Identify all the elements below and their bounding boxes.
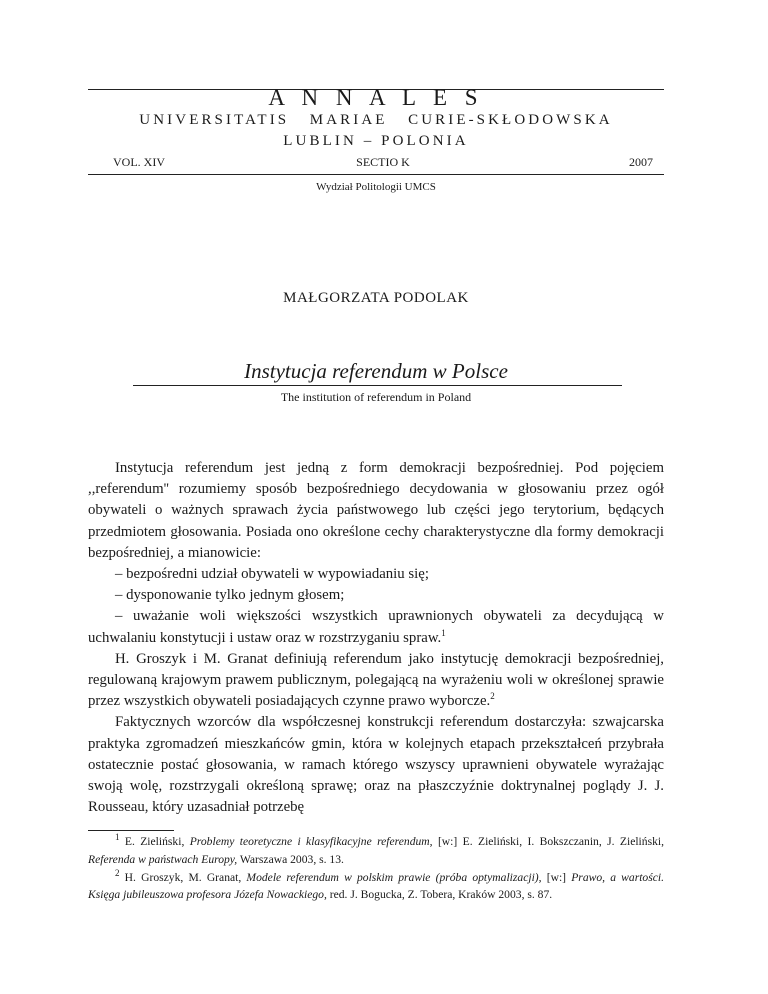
footnote-1-author: E. Zieliński,: [119, 835, 190, 848]
footnote-1-title: Problemy teoretyczne i klasyfikacyjne referendum,: [189, 835, 433, 848]
article-body: [88, 458, 664, 818]
footnote-2-book: Prawo, a wartości. Księga jubileuszowa profesora Józefa Nowackiego,: [88, 870, 664, 902]
year-label: 2007: [629, 155, 653, 169]
paragraph-2-text: H. Groszyk i M. Granat definiują referendum jako instytucję demokracji bezpośredniej, regulowaną krajowym prawem publicznym, polegającą na wyrażeniu woli w określonej sprawie przez wszystkich obywateli posiadających czynne prawo wyborcze.: [88, 650, 664, 710]
footnote-ref-1[interactable]: 1: [441, 627, 446, 638]
article-title: Instytucja referendum w Polsce: [244, 359, 508, 383]
paragraph-3: Faktycznych wzorców dla współczesnej konstrukcji referendum dostarczyła: szwajcarska praktyka zgromadzeń mieszkańców gmin, która w kolejnych etapach przekształceń przybrała ostatecznie postać głosowania, w ramach którego wszyscy uprawnieni obywatele wyrażając swoją wolę, rozstrzygali określoną sprawę; oraz na płaszczyźnie doktrynalnej poglądy J. J. Rousseau, który uzasadniał potrzebę: [88, 714, 664, 816]
faculty-affiliation: Wydział Politologii UMCS: [316, 181, 436, 193]
footnote-2-in: [w:]: [541, 870, 572, 884]
list-item-2: – dysponowanie tylko jednym głosem;: [115, 587, 345, 604]
header-bottom-rule: [88, 174, 664, 175]
footnote-1-editors: [w:] E. Zieliński, I. Bokszczanin, J. Zieliński,: [432, 835, 665, 848]
section-label: SECTIO K: [356, 155, 410, 169]
volume-label: VOL. XIV: [113, 155, 165, 169]
journal-title: A N N A L E S: [268, 85, 484, 110]
footnote-2-mark: 2: [115, 867, 120, 878]
footnote-1-mark: 1: [115, 832, 120, 843]
city-line: LUBLIN – POLONIA: [283, 133, 469, 149]
author-name: MAŁGORZATA PODOLAK: [283, 290, 469, 306]
footnote-ref-2[interactable]: 2: [490, 691, 495, 702]
list-item-3-text: – uważanie woli większości wszystkich uprawnionych obywateli za decydującą w uchwalaniu konstytucji i ustaw oraz w rozstrzyganiu spraw.: [88, 608, 664, 646]
footnote-2-title: Modele referendum w polskim prawie (próba optymalizacji),: [246, 870, 542, 884]
paragraph-1: Instytucja referendum jest jedną z form demokracji bezpośredniej. Pod pojęciem ,,referendum'' rozumiemy sposób bezpośredniego decydowania w głosowaniu przez ogół obywateli o ważnych sprawach życia państwowego lub części jego terytorium, będących przedmiotem głosowania. Posiada ono określone cechy charakterystyczne dla formy demokracji bezpośredniej, a mianowicie:: [88, 460, 664, 561]
issue-info: [113, 153, 653, 171]
title-rule: [133, 385, 622, 386]
footnote-1-book: Referenda w państwach Europy,: [88, 852, 238, 866]
footnote-1-publication: Warszawa 2003, s. 13.: [237, 852, 344, 866]
footnotes: [88, 833, 664, 904]
list-item-1: – bezpośredni udział obywateli w wypowiadaniu się;: [115, 566, 429, 583]
footnote-2-author: H. Groszyk, M. Granat,: [119, 870, 247, 884]
article-subtitle: The institution of referendum in Poland: [280, 390, 472, 404]
university-name: UNIVERSITATIS MARIAE CURIE-SKŁODOWSKA: [139, 112, 613, 128]
footnote-rule: [88, 830, 174, 831]
footnote-1: [88, 833, 664, 869]
paragraph-2: [88, 649, 664, 713]
footnote-2-publication: red. J. Bogucka, Z. Tobera, Kraków 2003, s. 87.: [326, 888, 553, 902]
footnote-2: [88, 869, 664, 905]
list-item-3: [88, 606, 664, 648]
